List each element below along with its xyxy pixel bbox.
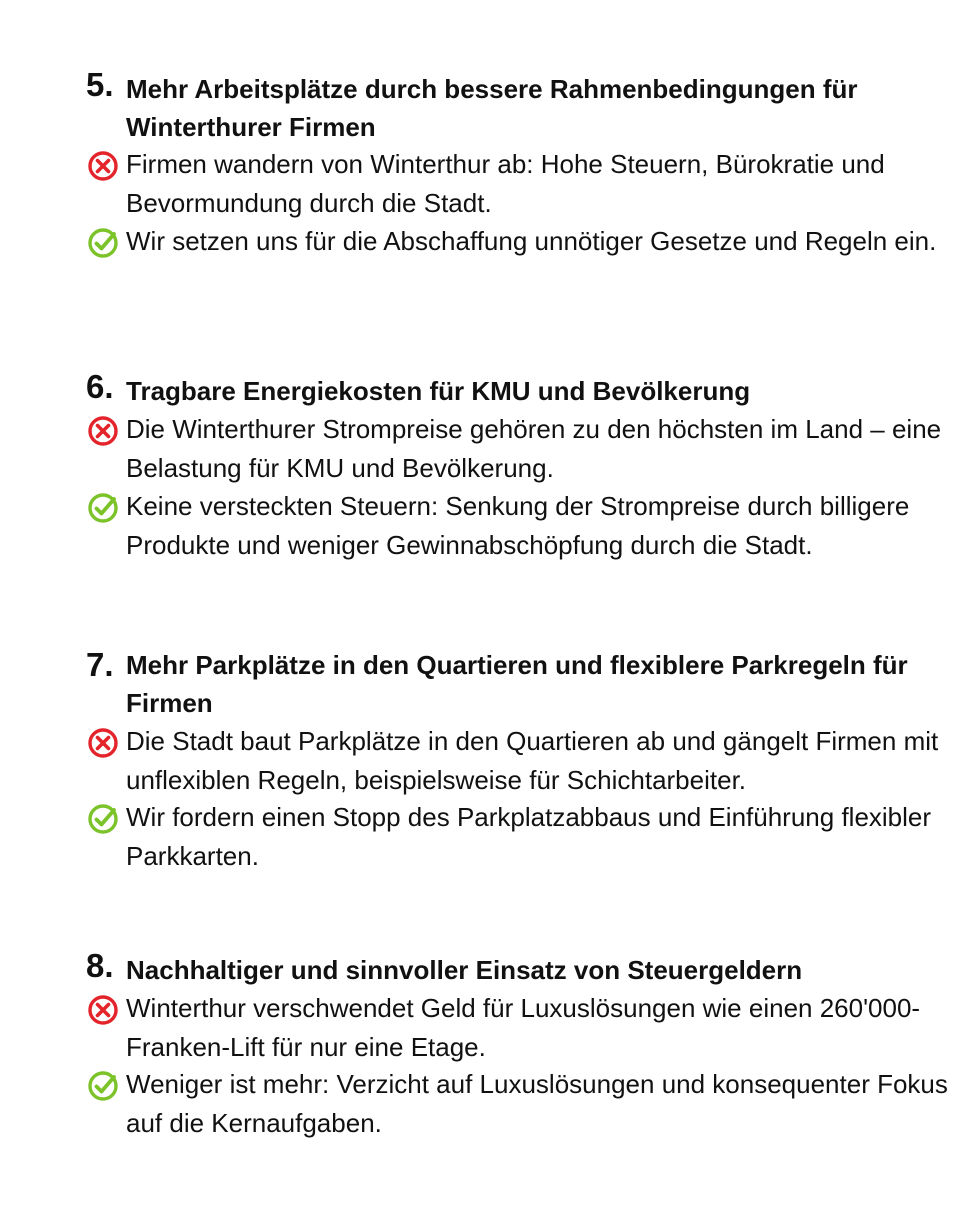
section-title: Mehr Parkplätze in den Quartieren und flexiblere Parkregeln für Firmen — [126, 650, 908, 718]
solution-text: Keine versteckten Steuern: Senkung der Strompreise durch billigere Produkte und weniger Gewinnabschöpfung durch die Stadt. — [126, 491, 910, 560]
problem-text: Firmen wandern von Winterthur ab: Hohe Steuern, Bürokratie und Bevormundung durch die Stadt. — [126, 149, 885, 218]
x-circle-icon — [87, 727, 119, 759]
solution-text: Weniger ist mehr: Verzicht auf Luxuslösungen und konsequenter Fokus auf die Kernaufgaben. — [126, 1069, 948, 1138]
x-circle-icon — [87, 415, 119, 447]
section-number: 7. — [86, 646, 114, 683]
section-number: 6. — [86, 368, 114, 405]
problem-text: Die Winterthurer Strompreise gehören zu den höchsten im Land – eine Belastung für KMU und Bevölkerung. — [126, 414, 942, 483]
x-circle-icon — [87, 994, 119, 1026]
section-title: Tragbare Energiekosten für KMU und Bevölkerung — [126, 376, 751, 406]
problem-text: Winterthur verschwendet Geld für Luxuslösungen wie einen 260'000-Franken-Lift für nur eine Etage. — [126, 993, 921, 1062]
check-circle-icon — [87, 492, 119, 524]
check-circle-icon — [87, 1070, 119, 1102]
section-title: Nachhaltiger und sinnvoller Einsatz von Steuergeldern — [126, 955, 803, 985]
x-circle-icon — [87, 150, 119, 182]
section-title: Mehr Arbeitsplätze durch bessere Rahmenbedingungen für Winterthurer Firmen — [126, 74, 858, 142]
solution-text: Wir setzen uns für die Abschaffung unnötiger Gesetze und Regeln ein. — [126, 226, 937, 256]
check-circle-icon — [87, 227, 119, 259]
section-number: 8. — [86, 947, 114, 984]
problem-text: Die Stadt baut Parkplätze in den Quartieren ab und gängelt Firmen mit unflexiblen Regeln, beispielsweise für Schichtarbeiter. — [126, 726, 939, 795]
solution-text: Wir fordern einen Stopp des Parkplatzabbaus und Einführung flexibler Parkkarten. — [126, 802, 932, 871]
check-circle-icon — [87, 803, 119, 835]
section-number: 5. — [86, 66, 114, 103]
